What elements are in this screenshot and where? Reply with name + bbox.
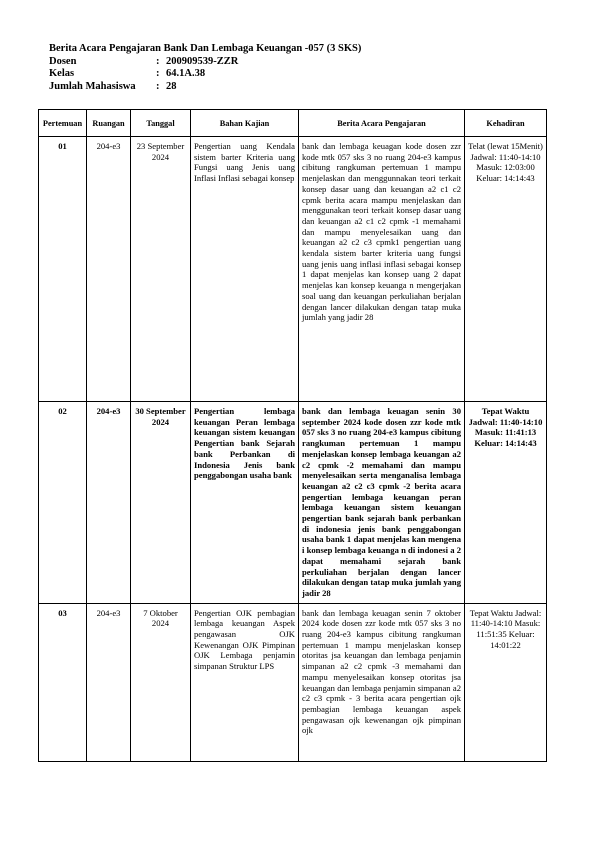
document-title: Berita Acara Pengajaran Bank Dan Lembaga Keuangan -057 (3 SKS): [49, 43, 362, 54]
dosen-separator: :: [156, 55, 160, 67]
dosen-label: Dosen: [49, 55, 77, 67]
berita-acara-cell: bank dan lembaga keuagan senin 7 oktober 2024 kode dosen zzr kode mtk 057 sks 3 no ruang 204-e3 kampus cibitung rangkuman pertemuan 1 mampu menjelaskan konsep otoritas jsa keuangan dan lembaga penjamin simpanan a2 c2 cpmk -3 memahami dan mampu menyelesaikan konsep otoritas jsa keuangan dan lembaga penjamin simpanan a2 c2 c3 cpmk - 3 berita acara pengertian ojk pembagian lembaga keuangan aspek pengawasan ojk kewenangan ojk pimpinan ojk: [299, 603, 465, 761]
jumlah-value: 28: [166, 80, 177, 92]
kehadiran-cell: Tepat Waktu Jadwal: 11:40-14:10 Masuk: 11:41:13 Keluar: 14:14:43: [465, 402, 547, 604]
ruangan-cell: 204-e3: [87, 603, 131, 761]
dosen-row: [49, 56, 361, 69]
tanggal-cell: 23 September 2024: [131, 137, 191, 402]
pertemuan-cell: 01: [39, 137, 87, 402]
column-header-pertemuan: Pertemuan: [39, 110, 87, 137]
kelas-label: Kelas: [49, 68, 75, 79]
kelas-row: [49, 68, 361, 81]
bahan-kajian-cell: Pengertian OJK pembagian lembaga keuangan Aspek pengawasan OJK Kewenangan OJK Pimpinan OJK Lembaga penjamin simpanan Struktur LPS: [191, 603, 299, 761]
column-header-tanggal: Tanggal: [131, 110, 191, 137]
bahan-kajian-cell: Pengertian lembaga keuangan Peran lembaga keuangan sistem keuangan Pengertian bank Sejarah bank Perbankan di Indonesia Jenis bank penggabongan usaha bank: [191, 402, 299, 604]
jumlah-separator: :: [156, 80, 160, 92]
berita-acara-cell: bank dan lembaga keuagan kode dosen zzr kode mtk 057 sks 3 no ruang 204-e3 kampus cibitung rangkuman pertemuan 1 mampu menjelaskan dan menggunnakan teori terkait konsep dasar uang dan keuangan a2 c1 c2 cpmk berita acara mampu menjelaskan dan menggunakan teori terkait konsep dasar uang dan keuangan a2 c1 c2 cpmk -1 memahami dan mampu menyelesaikan uang dan keuangan a2 c2 c3 cpmk1 pengertian uang kendala sistem barter kriteria uang fungsi uang jenis uang inflasi inflasi sebagai konsep 1 dapat menjelas kan konsep uang 2 dapat menjelas kan konsep keuanga n mengerjakan soal uang dan keuangan perkuliahan berjalan dengan lancer dilakukan dengan tatap muka jumlah yang jadir 28: [299, 137, 465, 402]
column-header-bahan-kajian: Bahan Kajian: [191, 110, 299, 137]
jumlah-row: [49, 81, 361, 94]
kehadiran-cell: Telat (lewat 15Menit) Jadwal: 11:40-14:10 Masuk: 12:03:00 Keluar: 14:14:43: [465, 137, 547, 402]
bahan-kajian-cell: Pengertian uang Kendala sistem barter Kriteria uang Fungsi uang Jenis uang Inflasi Inflasi sebagai konsep: [191, 137, 299, 402]
pertemuan-cell: 03: [39, 603, 87, 761]
pertemuan-cell: 02: [39, 402, 87, 604]
kehadiran-cell: Tepat Waktu Jadwal: 11:40-14:10 Masuk: 11:51:35 Keluar: 14:01:22: [465, 603, 547, 761]
table-row: [39, 137, 547, 402]
table-row: [39, 603, 547, 761]
tanggal-cell: 30 September 2024: [131, 402, 191, 604]
column-header-berita-acara: Berita Acara Pengajaran: [299, 110, 465, 137]
ruangan-cell: 204-e3: [87, 137, 131, 402]
tanggal-cell: 7 Oktober 2024: [131, 603, 191, 761]
document-header: [49, 43, 361, 93]
kelas-separator: :: [156, 68, 160, 79]
column-header-kehadiran: Kehadiran: [465, 110, 547, 137]
dosen-value: 200909539-ZZR: [166, 55, 239, 67]
ruangan-cell: 204-e3: [87, 402, 131, 604]
jumlah-label: Jumlah Mahasiswa: [49, 80, 136, 92]
column-header-ruangan: Ruangan: [87, 110, 131, 137]
berita-acara-cell: bank dan lembaga keuagan senin 30 september 2024 kode dosen zzr kode mtk 057 sks 3 no ruang 204-e3 kampus cibitung rangkuman pertemuan 1 mampu menjelaskan konsep lembaga keuangan a2 c2 cpmk -2 memahami dan mampu menyelesaikan serta menganalisa lembaga keuangan a2 c2 c3 cpmk -2 berita acara pengertian lembaga keuangan peran lembaga keuangan sistem keuangan pengertian bank sejarah bank perbankan di indonesia jenis bank penggabongan usaha bank 1 dapat menjelas kan mengena i konsep lembaga keuanga n di indonesi a 2 dapat memahami sejarah bank perkuliahan berjalan dengan lancer dilakukan dengan tatap muka jumlah yang jadir 28: [299, 402, 465, 604]
kelas-value: 64.1A.38: [166, 68, 206, 79]
table-header-row: [39, 110, 547, 137]
attendance-table: [38, 109, 547, 762]
table-row: [39, 402, 547, 604]
